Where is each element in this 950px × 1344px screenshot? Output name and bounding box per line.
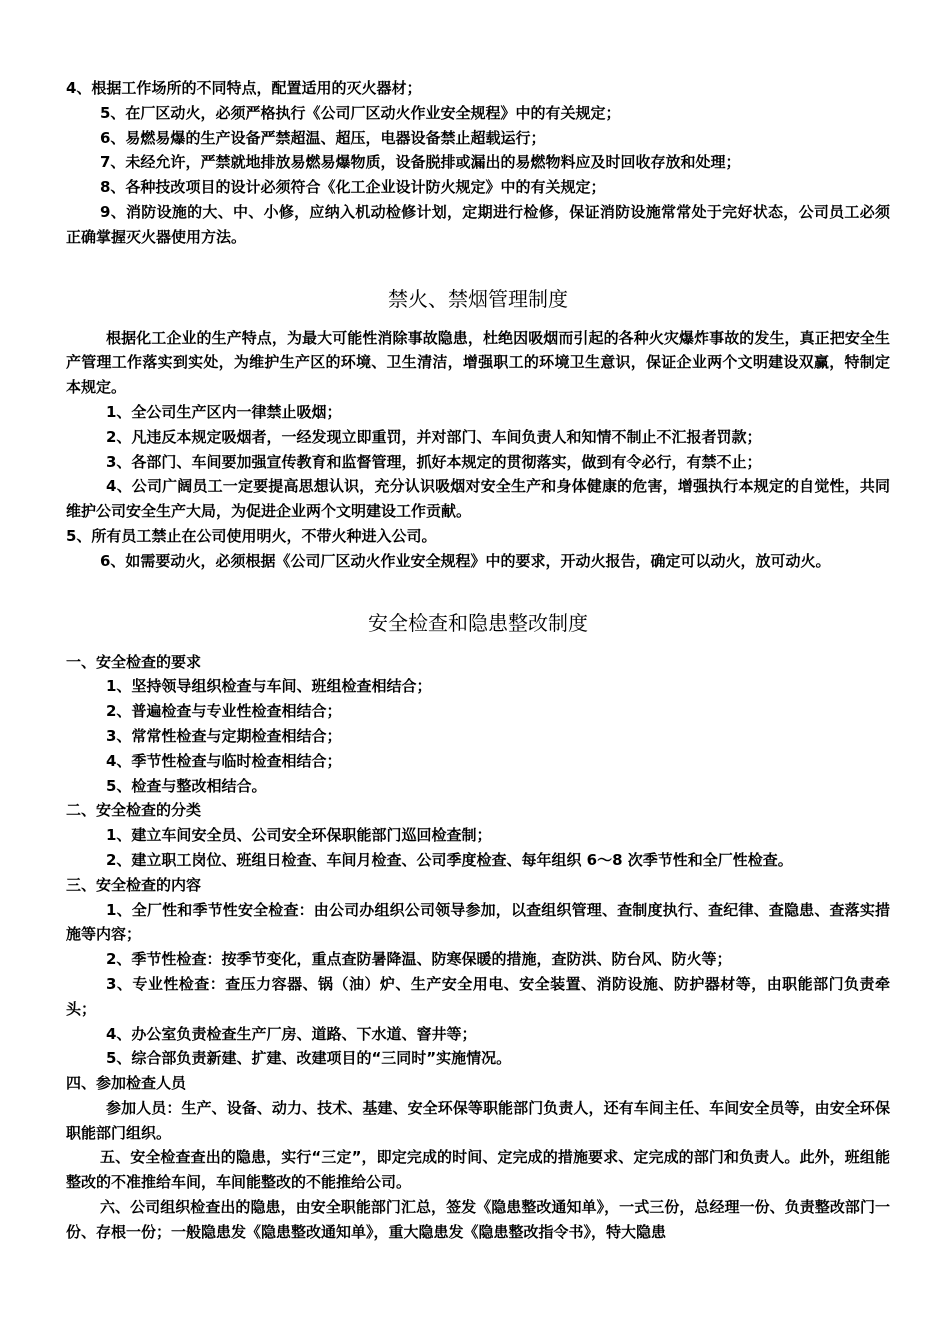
intro-paragraph: 根据化工企业的生产特点，为最大可能性消除事故隐患，杜绝因吸烟而引起的各种火灾爆炸事故的发生，真正把安全生产管理工作落实到实处，为维护生产区的环境、卫生清洁，增强职工的环境卫生意识，保证企业两个文明建设双赢，特制定本规定。 bbox=[66, 328, 890, 397]
section-title-no-fire-no-smoking: 禁火、禁烟管理制度 bbox=[388, 286, 568, 311]
list-item: 5、综合部负责新建、扩建、改建项目的“三同时”实施情况。 bbox=[106, 1049, 512, 1068]
list-item: 4、季节性检查与临时检查相结合； bbox=[106, 751, 342, 770]
list-item: 7、未经允许，严禁就地排放易燃易爆物质，设备脱排或漏出的易燃物料应及时回收存放和处理； bbox=[100, 153, 741, 172]
list-item: 5、检查与整改相结合。 bbox=[106, 776, 267, 795]
paragraph: 六、公司组织检查出的隐患，由安全职能部门汇总，签发《隐患整改通知单》，一式三份，总经理一份、负责整改部门一份、存根一份；一般隐患发《隐患整改通知单》，重大隐患发《隐患整改指令书》，特大隐患 bbox=[66, 1198, 890, 1241]
subsection-heading: 三、安全检查的内容 bbox=[66, 875, 202, 894]
list-item: 4、办公室负责检查生产厂房、道路、下水道、窨井等； bbox=[106, 1024, 477, 1043]
list-item: 9、消防设施的大、中、小修，应纳入机动检修计划，定期进行检修，保证消防设施常常处于完好状态，公司员工必须正确掌握灭火器使用方法。 bbox=[66, 202, 890, 246]
subsection-heading: 四、参加检查人员 bbox=[66, 1074, 187, 1093]
list-item: 5、在厂区动火，必须严格执行《公司厂区动火作业安全规程》中的有关规定； bbox=[100, 103, 621, 122]
subsection-heading: 二、安全检查的分类 bbox=[66, 801, 202, 820]
document-page bbox=[66, 76, 890, 1245]
list-item: 4、根据工作场所的不同特点，配置适用的灭火器材； bbox=[66, 79, 422, 97]
subsection-heading: 一、安全检查的要求 bbox=[66, 652, 202, 671]
list-item: 2、普遍检查与专业性检查相结合； bbox=[106, 702, 342, 721]
list-item: 1、坚持领导组织检查与车间、班组检查相结合； bbox=[106, 677, 432, 696]
section-title-safety-inspection: 安全检查和隐患整改制度 bbox=[368, 610, 588, 635]
list-item: 2、建立职工岗位、班组日检查、车间月检查、公司季度检查、每年组织 6～8 次季节性和全厂性检查。 bbox=[106, 850, 793, 869]
list-item: 1、全公司生产区内一律禁止吸烟； bbox=[106, 402, 342, 421]
list-item: 2、凡违反本规定吸烟者，一经发现立即重罚，并对部门、车间负责人和知情不制止不汇报者罚款； bbox=[106, 427, 762, 446]
list-item: 2、季节性检查：按季节变化，重点查防暑降温、防寒保暖的措施，查防洪、防台风、防火等； bbox=[106, 950, 732, 969]
list-item: 8、各种技改项目的设计必须符合《化工企业设计防火规定》中的有关规定； bbox=[100, 178, 606, 197]
paragraph: 五、安全检查查出的隐患，实行“三定”，即定完成的时间、定完成的措施要求、定完成的部门和负责人。此外，班组能整改的不准推给车间，车间能整改的不能推给公司。 bbox=[66, 1148, 890, 1192]
list-item: 3、专业性检查：查压力容器、锅（油）炉、生产安全用电、安全装置、消防设施、防护器材等，由职能部门负责牵头； bbox=[66, 974, 890, 1018]
list-item: 4、公司广阔员工一定要提高思想认识，充分认识吸烟对安全生产和身体健康的危害，增强执行本规定的自觉性，共同维护公司安全生产大局，为促进企业两个文明建设工作贡献。 bbox=[66, 477, 890, 521]
list-item: 6、如需要动火，必须根据《公司厂区动火作业安全规程》中的要求，开动火报告，确定可以动火，放可动火。 bbox=[100, 551, 831, 570]
list-item: 6、易燃易爆的生产设备严禁超温、超压，电器设备禁止超载运行； bbox=[100, 128, 546, 147]
fire-prevention-list bbox=[66, 76, 890, 250]
list-item: 5、所有员工禁止在公司使用明火，不带火种进入公司。 bbox=[66, 526, 437, 545]
paragraph: 参加人员：生产、设备、动力、技术、基建、安全环保等职能部门负责人，还有车间主任、车间安全员等，由安全环保职能部门组织。 bbox=[66, 1098, 890, 1142]
list-item: 1、全厂性和季节性安全检查：由公司办组织公司领导参加，以查组织管理、查制度执行、查纪律、查隐患、查落实措施等内容； bbox=[66, 900, 890, 944]
list-item: 1、建立车间安全员、公司安全环保职能部门巡回检查制； bbox=[106, 826, 492, 845]
list-item: 3、各部门、车间要加强宣传教育和监督管理，抓好本规定的贯彻落实，做到有令必行，有禁不止； bbox=[106, 452, 762, 471]
list-item: 3、常常性检查与定期检查相结合； bbox=[106, 726, 342, 745]
